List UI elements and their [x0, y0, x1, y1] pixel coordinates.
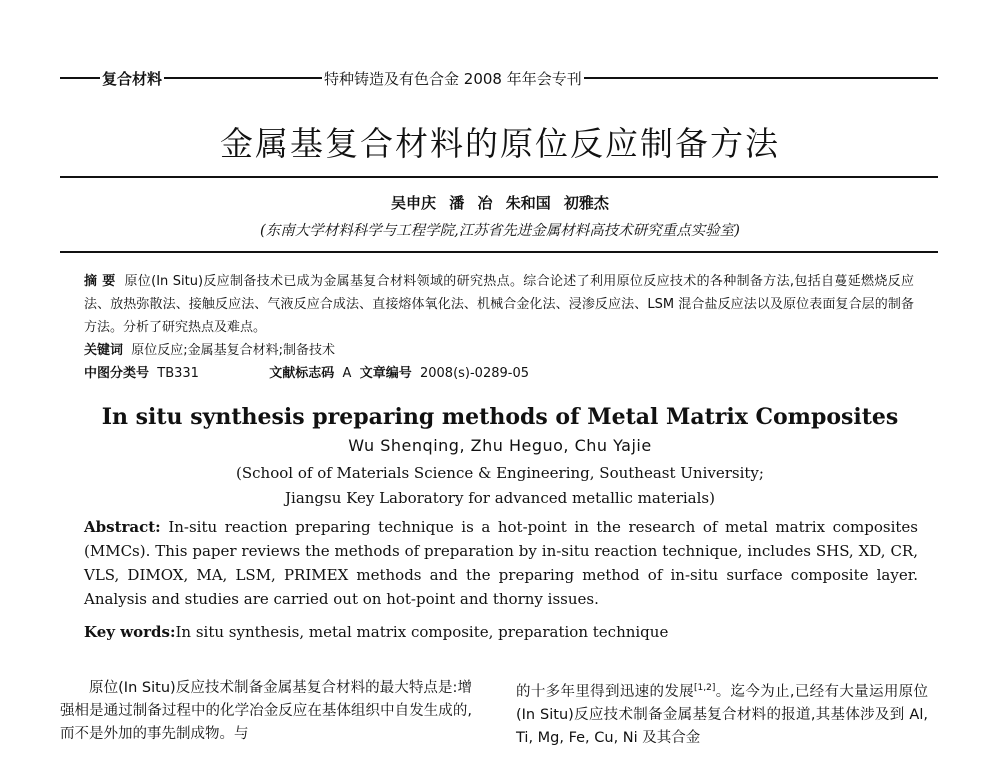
- body-right-text-b: 。迄今为止,已经有大量运用原位(In Situ)反应技术制备金属基复合材料的报道,其基体涉及到 Al, Ti, Mg, Fe, Cu, Ni 及其合金: [516, 683, 929, 746]
- body-right-text-a: 的十多年里得到迅速的发展: [516, 683, 695, 700]
- header-rule-middle: [164, 77, 322, 79]
- citation-ref: [1,2]: [694, 683, 716, 693]
- paper-title-en: In situ synthesis preparing methods of Metal Matrix Composites: [101, 404, 899, 430]
- abstract-en: [84, 515, 918, 611]
- doc-code-value: A: [342, 366, 352, 381]
- title-rule: [60, 176, 938, 178]
- affiliation-rule: [60, 251, 938, 253]
- paper-title-cn: 金属基复合材料的原位反应制备方法: [220, 124, 780, 163]
- classification-line: [84, 362, 529, 381]
- keywords-cn-label: 关键词: [84, 343, 124, 358]
- affiliation-en-line-1: (School of of Materials Science & Engineering, Southeast University;: [236, 464, 764, 482]
- abstract-cn-label: 摘 要: [84, 274, 116, 289]
- body-column-right: [516, 677, 928, 750]
- article-number-label: 文章编号: [359, 366, 412, 381]
- affiliation-cn: (东南大学材料科学与工程学院,江苏省先进金属材料高技术研究重点实验室): [260, 223, 740, 239]
- header-rule-left: [60, 77, 100, 79]
- body-column-left: 原位(In Situ)反应技术制备金属基复合材料的最大特点是:增强相是通过制备过程中的化学冶金反应在基体组织中自发生成的,而不是外加的事先制成物。与: [60, 680, 472, 742]
- keywords-cn-text: 原位反应;金属基复合材料;制备技术: [131, 343, 336, 358]
- abstract-en-label: Abstract:: [84, 518, 161, 536]
- article-number-value: 2008(s)-0289-05: [419, 366, 529, 381]
- affiliation-en-line-2: Jiangsu Key Laboratory for advanced metallic materials): [285, 489, 715, 507]
- keywords-cn: [84, 339, 335, 358]
- abstract-cn-text: 原位(In Situ)反应制备技术已成为金属基复合材料领域的研究热点。综合论述了利用原位反应技术的各种制备方法,包括自蔓延燃烧反应法、放热弥散法、接触反应法、气液反应合成法、直接熔体氧化法、机械合金化法、浸渗反应法、LSM 混合盐反应法以及原位表面复合层的制备方法。分析了研究热点及难点。: [84, 274, 915, 335]
- header-journal: 特种铸造及有色合金 2008 年年会专刊: [324, 69, 582, 88]
- keywords-en-label: Key words:: [84, 623, 176, 641]
- header-section: 复合材料: [102, 69, 163, 88]
- keywords-en-text: In situ synthesis, metal matrix composite, preparation technique: [175, 623, 669, 641]
- clc-label: 中图分类号: [84, 366, 150, 381]
- authors-en: Wu Shenqing, Zhu Heguo, Chu Yajie: [348, 436, 652, 455]
- keywords-en: [84, 623, 668, 641]
- authors-cn: 吴申庆 潘 冶 朱和国 初雅杰: [391, 194, 609, 212]
- abstract-en-text: In-situ reaction preparing technique is a hot-point in the research of metal matrix composites (MMCs). This paper reviews the methods of preparation by in-situ reaction technique, includes SHS, XD, CR, VLS, DIMOX, MA, LSM, PRIMEX methods and the preparing method of in-situ surface composite layer. Analysis and studies are carried out on hot-point and thorny issues.: [84, 518, 918, 608]
- abstract-cn: [84, 270, 914, 339]
- doc-code-label: 文献标志码: [269, 366, 335, 381]
- header-rule-right: [584, 77, 938, 79]
- running-header: [60, 66, 938, 90]
- clc-value: TB331: [157, 366, 199, 381]
